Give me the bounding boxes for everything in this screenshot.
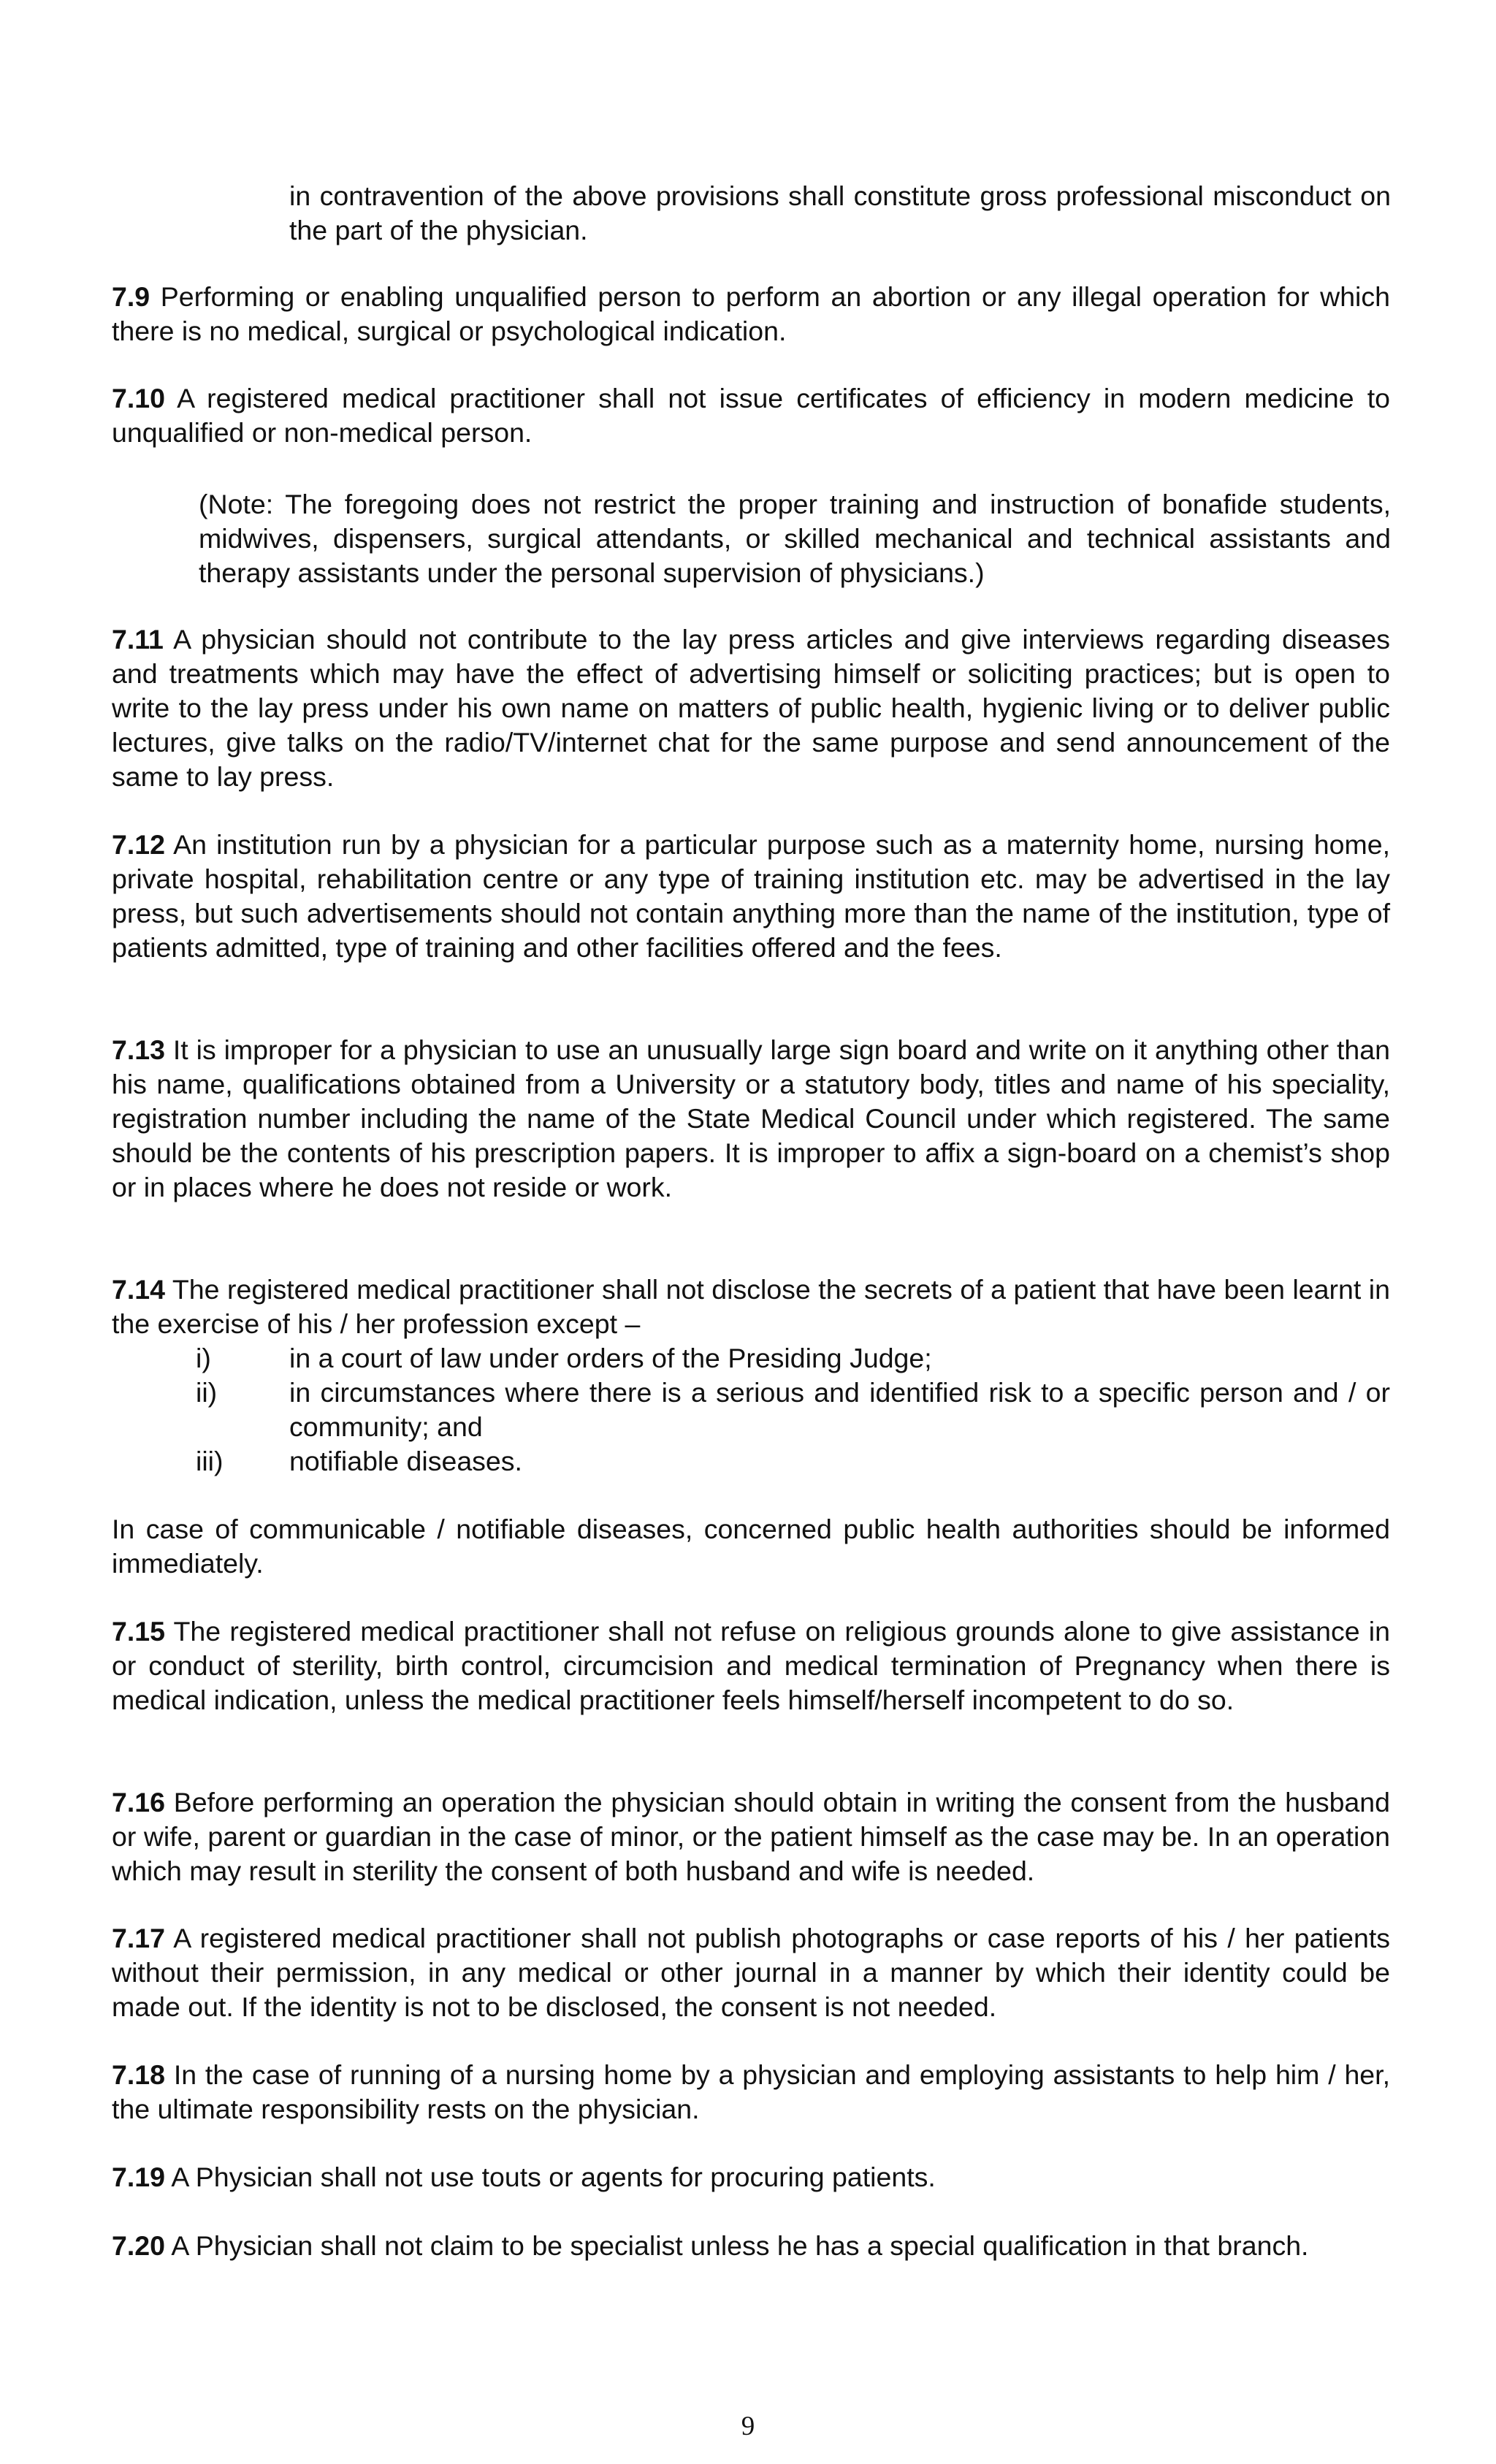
paragraph-text: A registered medical practitioner shall not publish photographs or case reports of his / her patients without their permission, in any medical or other journal in a manner by which their identity could be made out. If the identity is not to be disclosed, the consent is not needed. xyxy=(112,1923,1390,2022)
list-item xyxy=(112,1444,1390,1479)
paragraph-7-18 xyxy=(112,2058,1390,2127)
paragraph-communicable xyxy=(112,1512,1390,1581)
list-marker: i) xyxy=(196,1343,211,1373)
paragraph-text: A Physician shall not claim to be specialist unless he has a special qualification in that branch. xyxy=(165,2230,1309,2261)
paragraph-continuation xyxy=(289,179,1391,248)
paragraph-text: The registered medical practitioner shall not disclose the secrets of a patient that have been learnt in the exercise of his / her profession except – xyxy=(112,1274,1390,1339)
paragraph-text: It is improper for a physician to use an unusually large sign board and write on it anything other than his name, qualifications obtained from a University or a statutory body, titles and name of his speciality, registration number including the name of the State Medical Council under which registered. The same should be the contents of his prescription papers. It is improper to affix a sign-board on a chemist’s shop or in places where he does not reside or work. xyxy=(112,1034,1390,1202)
list-item xyxy=(112,1376,1390,1444)
paragraph-7-14 xyxy=(112,1273,1390,1341)
paragraph-text: Before performing an operation the physician should obtain in writing the consent from the husband or wife, parent or guardian in the case of minor, or the patient himself as the case may be. In an operation which may result in sterility the consent of both husband and wife is needed. xyxy=(112,1787,1390,1886)
list-item xyxy=(112,1341,1390,1376)
section-number: 7.16 xyxy=(112,1787,165,1818)
paragraph-7-10 xyxy=(112,381,1390,450)
paragraph-text: In the case of running of a nursing home by a physician and employing assistants to help him / her, the ultimate responsibility rests on the physician. xyxy=(112,2059,1390,2124)
paragraph-7-17 xyxy=(112,1921,1390,2024)
list-item-text: in circumstances where there is a serious and identified risk to a specific person and / or community; and xyxy=(289,1377,1390,1442)
paragraph-7-9 xyxy=(112,280,1390,348)
section-number: 7.20 xyxy=(112,2230,165,2261)
list-marker: iii) xyxy=(196,1446,224,1476)
paragraph-text: In case of communicable / notifiable diseases, concerned public health authorities should be informed immediately. xyxy=(112,1514,1390,1579)
paragraph-text: A registered medical practitioner shall not issue certificates of efficiency in modern medicine to unqualified or non-medical person. xyxy=(112,383,1390,448)
paragraph-text: A physician should not contribute to the lay press articles and give interviews regarding diseases and treatments which may have the effect of advertising himself or soliciting practices; but is open to write to the lay press under his own name on matters of public health, hygienic living or to deliver public lectures, give talks on the radio/TV/internet chat for the same purpose and send announcement of the same to lay press. xyxy=(112,624,1390,792)
section-number: 7.17 xyxy=(112,1923,165,1953)
paragraph-text: The registered medical practitioner shall not refuse on religious grounds alone to give assistance in or conduct of sterility, birth control, circumcision and medical termination of Pregnancy when there is medical indication, unless the medical practitioner feels himself/herself incompetent to do so. xyxy=(112,1616,1390,1715)
paragraph-text: Performing or enabling unqualified person to perform an abortion or any illegal operation for which there is no medical, surgical or psychological indication. xyxy=(112,281,1390,346)
section-number: 7.18 xyxy=(112,2059,165,2090)
section-number: 7.13 xyxy=(112,1034,165,1065)
list-item-text: notifiable diseases. xyxy=(289,1446,522,1476)
page-number: 9 xyxy=(741,2411,755,2441)
paragraph-7-20 xyxy=(112,2229,1390,2263)
paragraph-7-12 xyxy=(112,828,1390,965)
paragraph-7-15 xyxy=(112,1614,1390,1717)
paragraph-text: An institution run by a physician for a particular purpose such as a maternity home, nursing home, private hospital, rehabilitation centre or any type of training institution etc. may be advertised in the lay press, but such advertisements should not contain anything more than the name of the institution, type of patients admitted, type of training and other facilities offered and the fees. xyxy=(112,829,1390,963)
paragraph-7-16 xyxy=(112,1785,1390,1888)
paragraph-7-11 xyxy=(112,622,1390,794)
paragraph-text: A Physician shall not use touts or agents for procuring patients. xyxy=(165,2162,936,2192)
list-item-text: in a court of law under orders of the Presiding Judge; xyxy=(289,1343,932,1373)
section-number: 7.11 xyxy=(112,624,164,655)
list-marker: ii) xyxy=(196,1377,218,1408)
note-paragraph xyxy=(199,487,1391,590)
section-number: 7.15 xyxy=(112,1616,165,1647)
section-number: 7.14 xyxy=(112,1274,165,1305)
section-number: 7.10 xyxy=(112,383,165,413)
paragraph-7-13 xyxy=(112,1033,1390,1205)
paragraph-7-19 xyxy=(112,2160,1390,2194)
note-text: (Note: The foregoing does not restrict the proper training and instruction of bonafide students, midwives, dispensers, surgical attendants, or skilled mechanical and technical assistants and therapy assistants under the personal supervision of physicians.) xyxy=(199,489,1391,588)
section-number: 7.9 xyxy=(112,281,150,312)
section-number: 7.12 xyxy=(112,829,165,860)
exception-list xyxy=(112,1341,1390,1479)
section-number: 7.19 xyxy=(112,2162,165,2192)
paragraph-text: in contravention of the above provisions shall constitute gross professional misconduct on the part of the physician. xyxy=(289,180,1391,245)
